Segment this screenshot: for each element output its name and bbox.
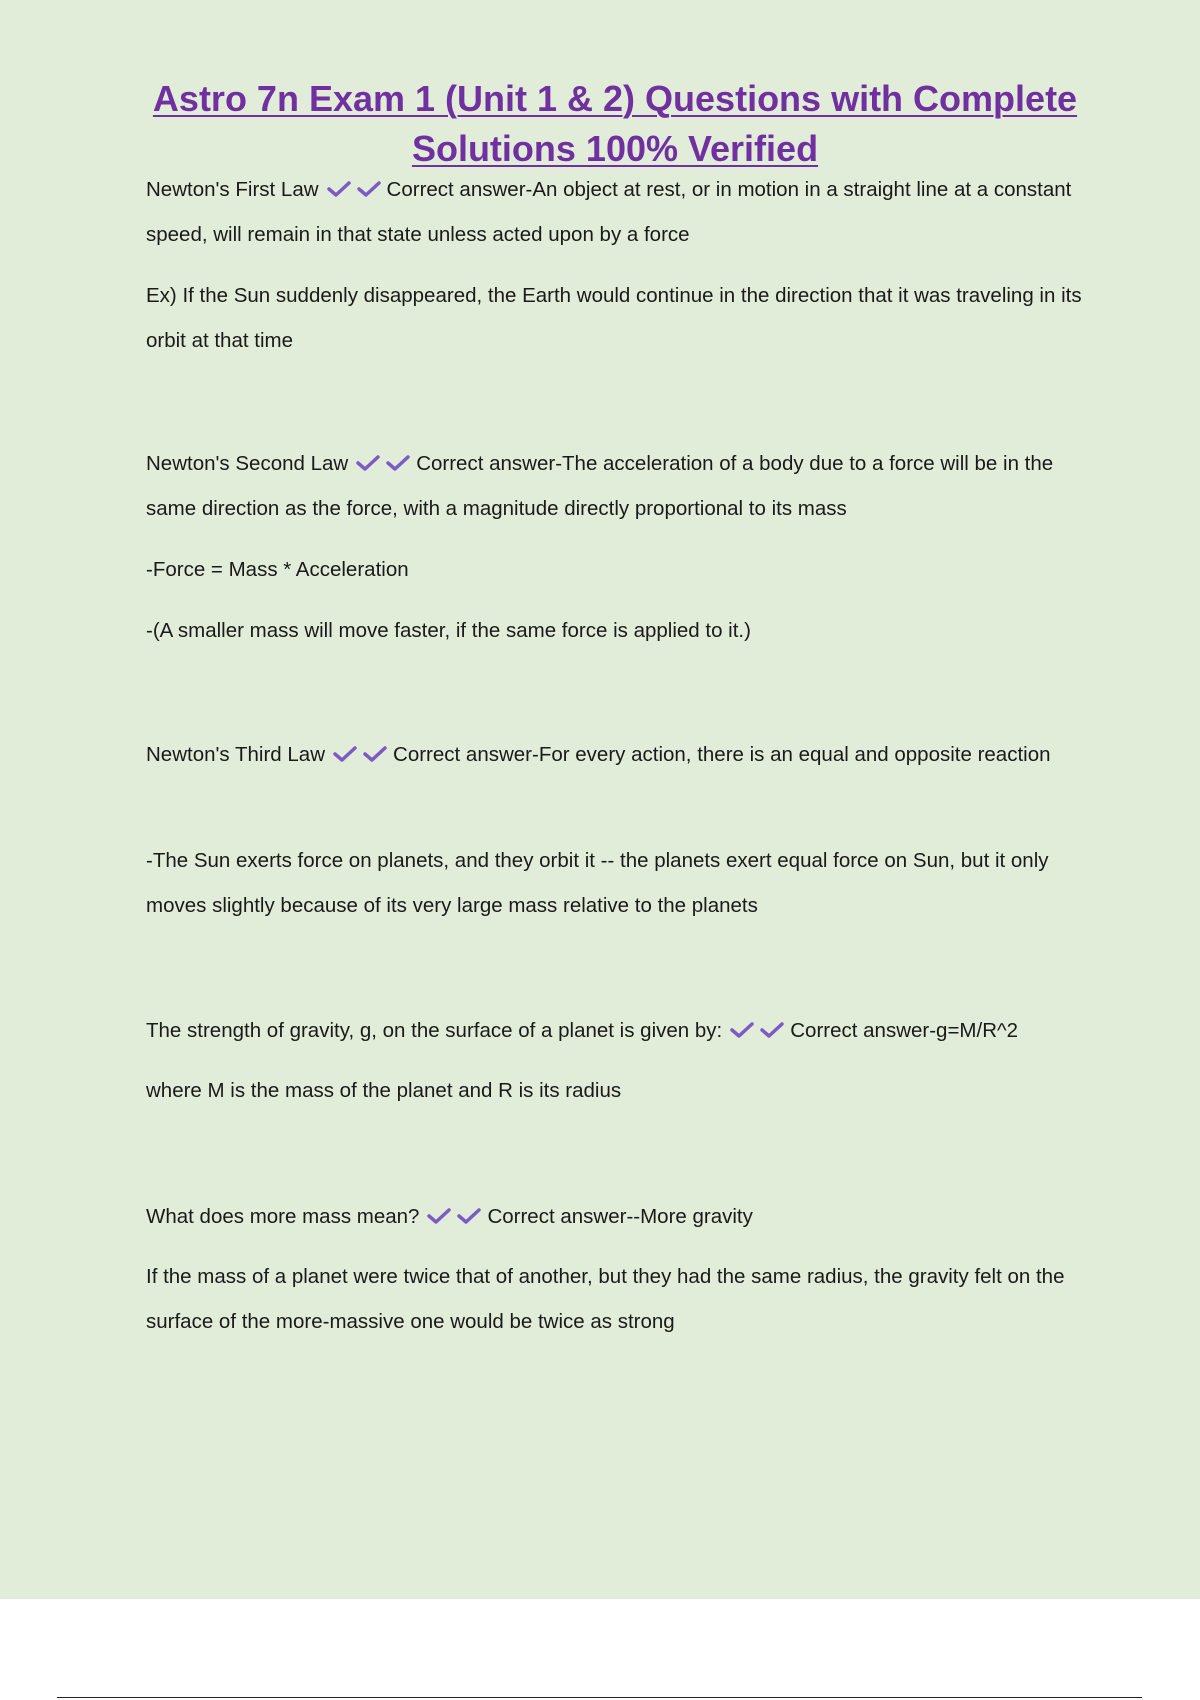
check-marks (730, 1008, 790, 1053)
check-icon (760, 1021, 784, 1039)
check-icon (356, 454, 380, 472)
check-icon (327, 180, 351, 198)
answer-text: Correct answer-An object at rest, or in motion in a straight line at a constant speed, will remain in that state unless acted upon by a force (146, 178, 1072, 246)
footer-divider (57, 1697, 1142, 1698)
question-text: What does more mass mean? (146, 1205, 420, 1228)
question-text: The strength of gravity, g, on the surface of a planet is given by: (146, 1019, 723, 1042)
qa-item-first-law (146, 167, 1096, 257)
check-icon (730, 1021, 754, 1039)
check-icon (457, 1207, 481, 1225)
answer-text: Correct answer-g=M/R^2 (790, 1019, 1019, 1042)
answer-note: -The Sun exerts force on planets, and they orbit it -- the planets exert equal force on Sun, but it only moves slightly because of its very large mass relative to the planets (146, 849, 1049, 917)
check-icon (363, 745, 387, 763)
answer-note: If the mass of a planet were twice that of another, but they had the same radius, the gravity felt on the surface of the more-massive one would be twice as strong (146, 1265, 1065, 1333)
qa-item-more-mass (146, 1194, 1096, 1239)
check-marks (427, 1194, 487, 1239)
check-icon (386, 454, 410, 472)
check-marks (327, 167, 387, 212)
qa-item-third-law (146, 732, 1096, 777)
answer-text: Correct answer-The acceleration of a body due to a force will be in the same direction as the force, with a magnitude directly proportional to its mass (146, 452, 1054, 520)
question-text: Newton's First Law (146, 178, 319, 201)
check-marks (333, 732, 393, 777)
question-text: Newton's Third Law (146, 743, 326, 766)
qa-item-gravity-formula (146, 1008, 1096, 1053)
answer-note: where M is the mass of the planet and R is its radius (146, 1079, 622, 1102)
question-text: Newton's Second Law (146, 452, 349, 475)
check-icon (427, 1207, 451, 1225)
answer-note: -Force = Mass * Acceleration (146, 558, 409, 581)
answer-text: Correct answer--More gravity (487, 1205, 753, 1228)
answer-text: Correct answer-For every action, there is an equal and opposite reaction (393, 743, 1051, 766)
check-marks (356, 441, 416, 486)
page-title: Astro 7n Exam 1 (Unit 1 & 2) Questions with Complete Solutions 100% Verified (152, 78, 1078, 169)
qa-item-second-law (146, 441, 1096, 531)
check-icon (357, 180, 381, 198)
check-icon (333, 745, 357, 763)
answer-note: Ex) If the Sun suddenly disappeared, the Earth would continue in the direction that it was traveling in its orbit at that time (146, 284, 1082, 352)
answer-note: -(A smaller mass will move faster, if the same force is applied to it.) (146, 619, 751, 642)
